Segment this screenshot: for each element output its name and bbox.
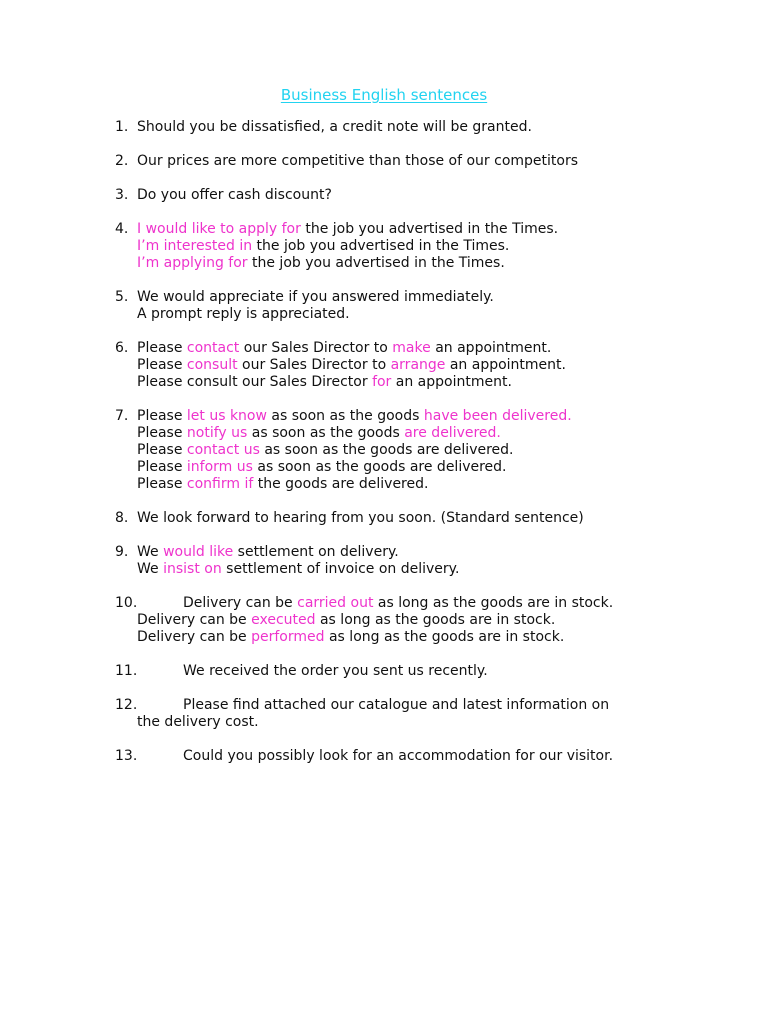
- sentence-line: [0, 374, 768, 391]
- list-item: [0, 119, 768, 136]
- sentence-text: Please: [137, 357, 187, 373]
- sentence-text: Delivery can be: [183, 595, 298, 611]
- sentence-text: settlement on delivery.: [233, 544, 399, 560]
- sentence-line: [0, 510, 768, 527]
- sentence-line: [0, 595, 768, 612]
- sentence-text: We: [137, 561, 164, 577]
- list-item: [0, 595, 768, 646]
- list-item: [0, 221, 768, 272]
- sentence-line: [0, 187, 768, 204]
- list-item: [0, 340, 768, 391]
- sentence-text: as soon as the goods are delivered.: [259, 442, 514, 458]
- sentence-text: Delivery can be: [137, 629, 252, 645]
- item-number: 9.: [115, 544, 129, 560]
- sentence-text: as soon as the goods: [266, 408, 424, 424]
- item-number: 11.: [115, 663, 138, 679]
- list-item: [0, 153, 768, 170]
- sentence-text: We look forward to hearing from you soon. (Standard sentence): [137, 510, 584, 526]
- list-item: [0, 663, 768, 680]
- highlighted-phrase: I would like to apply for: [137, 221, 301, 237]
- highlighted-phrase: have been delivered.: [423, 408, 572, 424]
- highlighted-phrase: I’m applying for: [137, 255, 248, 271]
- highlighted-phrase: I’m interested in: [137, 238, 253, 254]
- sentence-text: as soon as the goods: [247, 425, 405, 441]
- document-title: Business English sentences: [280, 86, 488, 104]
- highlighted-phrase: executed: [251, 612, 316, 628]
- sentence-line: [0, 425, 768, 442]
- sentence-line: [0, 306, 768, 323]
- sentence-line: [0, 663, 768, 680]
- sentence-line: [0, 221, 768, 238]
- sentence-text: Please find attached our catalogue and latest information on: [183, 697, 610, 713]
- sentence-text: Please: [137, 340, 187, 356]
- highlighted-phrase: let us know: [186, 408, 267, 424]
- sentence-text: Please: [137, 442, 187, 458]
- sentence-text: as long as the goods are in stock.: [324, 629, 565, 645]
- highlighted-phrase: confirm if: [186, 476, 254, 492]
- list-item: [0, 408, 768, 493]
- sentence-line: [0, 476, 768, 493]
- sentence-text: our Sales Director to: [237, 357, 391, 373]
- sentence-text: We received the order you sent us recently.: [183, 663, 488, 679]
- sentence-text: the goods are delivered.: [253, 476, 429, 492]
- item-number: 4.: [115, 221, 129, 237]
- sentence-text: as soon as the goods are delivered.: [252, 459, 507, 475]
- list-item: [0, 748, 768, 765]
- highlighted-phrase: for: [372, 374, 392, 390]
- sentence-text: an appointment.: [445, 357, 566, 373]
- list-item: [0, 187, 768, 204]
- sentence-line: [0, 153, 768, 170]
- sentence-text: the job you advertised in the Times.: [252, 238, 510, 254]
- sentence-text: the job you advertised in the Times.: [300, 221, 559, 237]
- item-number: 12.: [115, 697, 138, 713]
- highlighted-phrase: make: [392, 340, 431, 356]
- highlighted-phrase: arrange: [390, 357, 446, 373]
- sentence-text: Should you be dissatisfied, a credit note will be granted.: [137, 119, 532, 135]
- item-number: 3.: [115, 187, 129, 203]
- sentence-line: [0, 544, 768, 561]
- sentence-line: [0, 697, 768, 714]
- sentence-text: Could you possibly look for an accommodation for our visitor.: [183, 748, 614, 764]
- sentence-text: an appointment.: [430, 340, 552, 356]
- sentence-text: We: [137, 544, 164, 560]
- sentence-line: [0, 340, 768, 357]
- sentence-text: the delivery cost.: [137, 714, 259, 730]
- list-item: [0, 544, 768, 578]
- sentence-text: Please: [137, 476, 187, 492]
- item-number: 6.: [115, 340, 129, 356]
- item-number: 2.: [115, 153, 129, 169]
- item-number: 1.: [115, 119, 129, 135]
- sentence-text: settlement of invoice on delivery.: [221, 561, 460, 577]
- highlighted-phrase: contact: [186, 340, 240, 356]
- sentence-line: [0, 238, 768, 255]
- list-item: [0, 697, 768, 731]
- item-number: 5.: [115, 289, 129, 305]
- highlighted-phrase: consult: [186, 357, 238, 373]
- item-number: 7.: [115, 408, 129, 424]
- highlighted-phrase: would like: [163, 544, 234, 560]
- highlighted-phrase: insist on: [163, 561, 222, 577]
- sentence-text: Do you offer cash discount?: [137, 187, 332, 203]
- sentence-text: Please: [137, 408, 187, 424]
- sentence-text: as long as the goods are in stock.: [315, 612, 556, 628]
- sentence-line: [0, 629, 768, 646]
- sentence-text: Delivery can be: [137, 612, 252, 628]
- highlighted-phrase: notify us: [186, 425, 248, 441]
- sentence-line: [0, 255, 768, 272]
- item-number: 10.: [115, 595, 138, 611]
- highlighted-phrase: contact us: [186, 442, 260, 458]
- list-item: [0, 289, 768, 323]
- sentence-list: [0, 119, 768, 782]
- sentence-text: the job you advertised in the Times.: [247, 255, 505, 271]
- highlighted-phrase: inform us: [186, 459, 253, 475]
- sentence-line: [0, 459, 768, 476]
- sentence-text: We would appreciate if you answered immediately.: [137, 289, 494, 305]
- sentence-line: [0, 408, 768, 425]
- highlighted-phrase: performed: [251, 629, 325, 645]
- sentence-text: an appointment.: [391, 374, 512, 390]
- sentence-line: [0, 748, 768, 765]
- sentence-text: A prompt reply is appreciated.: [137, 306, 350, 322]
- sentence-text: Our prices are more competitive than those of our competitors: [137, 153, 579, 169]
- sentence-line: [0, 357, 768, 374]
- sentence-text: Please: [137, 459, 187, 475]
- sentence-text: as long as the goods are in stock.: [373, 595, 614, 611]
- highlighted-phrase: carried out: [297, 595, 374, 611]
- sentence-line: [0, 289, 768, 306]
- sentence-text: Please consult our Sales Director: [137, 374, 373, 390]
- sentence-line: [0, 561, 768, 578]
- highlighted-phrase: are delivered.: [404, 425, 501, 441]
- item-number: 13.: [115, 748, 138, 764]
- sentence-line: [0, 119, 768, 136]
- sentence-text: our Sales Director to: [239, 340, 393, 356]
- sentence-line: [0, 612, 768, 629]
- list-item: [0, 510, 768, 527]
- item-number: 8.: [115, 510, 129, 526]
- sentence-text: Please: [137, 425, 187, 441]
- sentence-line: [0, 442, 768, 459]
- sentence-line: [0, 714, 768, 731]
